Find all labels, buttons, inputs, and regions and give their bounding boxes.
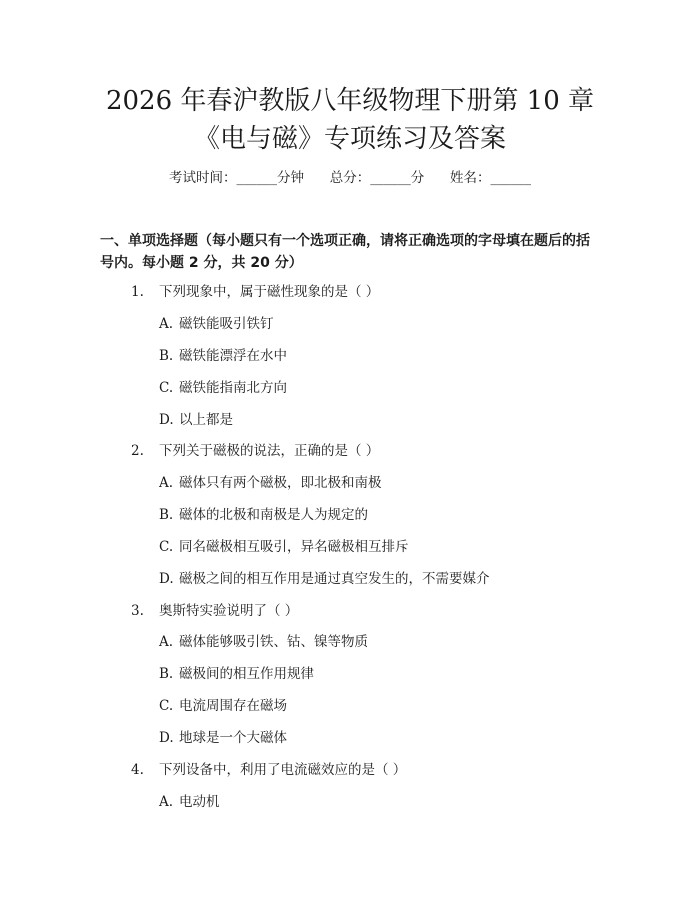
question-4-option-a <box>159 792 220 812</box>
question-3-option-a <box>159 632 368 652</box>
question-1-option-d <box>159 410 233 430</box>
page-title-line2: 《电与磁》专项练习及答案 <box>193 124 506 154</box>
option-text: 电流周围存在磁场 <box>179 698 287 714</box>
section-header <box>100 230 610 274</box>
question-4 <box>131 760 406 780</box>
section-header-line2: 号内。每小题 2 分，共 20 分） <box>100 255 303 271</box>
question-1-option-a <box>159 314 274 334</box>
question-number: 4. <box>131 762 144 778</box>
option-letter: C. <box>159 539 174 555</box>
question-2-option-b <box>159 505 368 525</box>
option-text: 磁体的北极和南极是人为规定的 <box>179 507 368 523</box>
option-letter: A. <box>159 794 174 810</box>
option-text: 磁体只有两个磁极，即北极和南极 <box>179 475 382 491</box>
option-text: 电动机 <box>179 794 220 810</box>
section-header-line1: 一、单项选择题（每小题只有一个选项正确，请将正确选项的字母填在题后的括 <box>100 233 590 249</box>
question-2 <box>131 441 379 461</box>
option-letter: B. <box>159 348 174 364</box>
question-3 <box>131 601 298 621</box>
question-2-option-d <box>159 569 490 589</box>
option-letter: A. <box>159 475 174 491</box>
exam-info: 考试时间：______分钟 总分：______分 姓名：______ <box>169 170 531 186</box>
option-text: 以上都是 <box>179 412 233 428</box>
option-letter: D. <box>159 730 174 746</box>
question-1-option-b <box>159 346 287 366</box>
question-text: 下列设备中，利用了电流磁效应的是（ ） <box>159 762 407 778</box>
question-text: 下列现象中，属于磁性现象的是（ ） <box>159 284 380 300</box>
option-text: 磁极之间的相互作用是通过真空发生的，不需要媒介 <box>179 571 490 587</box>
option-letter: C. <box>159 698 174 714</box>
question-3-option-c <box>159 696 287 716</box>
question-text: 下列关于磁极的说法，正确的是（ ） <box>159 443 380 459</box>
question-3-option-d <box>159 728 287 748</box>
question-1-option-c <box>159 378 287 398</box>
option-text: 地球是一个大磁体 <box>179 730 287 746</box>
question-3-option-b <box>159 664 314 684</box>
page-title-line1: 2026 年春沪教版八年级物理下册第 10 章 <box>105 86 595 116</box>
question-text: 奥斯特实验说明了（ ） <box>159 603 299 619</box>
option-letter: C. <box>159 380 174 396</box>
option-text: 磁铁能吸引铁钉 <box>179 316 274 332</box>
option-text: 磁铁能漂浮在水中 <box>179 348 287 364</box>
option-text: 同名磁极相互吸引，异名磁极相互排斥 <box>179 539 409 555</box>
option-text: 磁体能够吸引铁、钴、镍等物质 <box>179 634 368 650</box>
option-letter: D. <box>159 571 174 587</box>
question-2-option-a <box>159 473 382 493</box>
option-text: 磁极间的相互作用规律 <box>179 666 314 682</box>
question-number: 3. <box>131 603 144 619</box>
option-letter: A. <box>159 316 174 332</box>
option-letter: B. <box>159 507 174 523</box>
question-number: 1. <box>131 284 144 300</box>
question-2-option-c <box>159 537 409 557</box>
option-letter: A. <box>159 634 174 650</box>
option-letter: B. <box>159 666 174 682</box>
option-text: 磁铁能指南北方向 <box>179 380 287 396</box>
option-letter: D. <box>159 412 174 428</box>
question-1 <box>131 282 379 302</box>
question-number: 2. <box>131 443 144 459</box>
